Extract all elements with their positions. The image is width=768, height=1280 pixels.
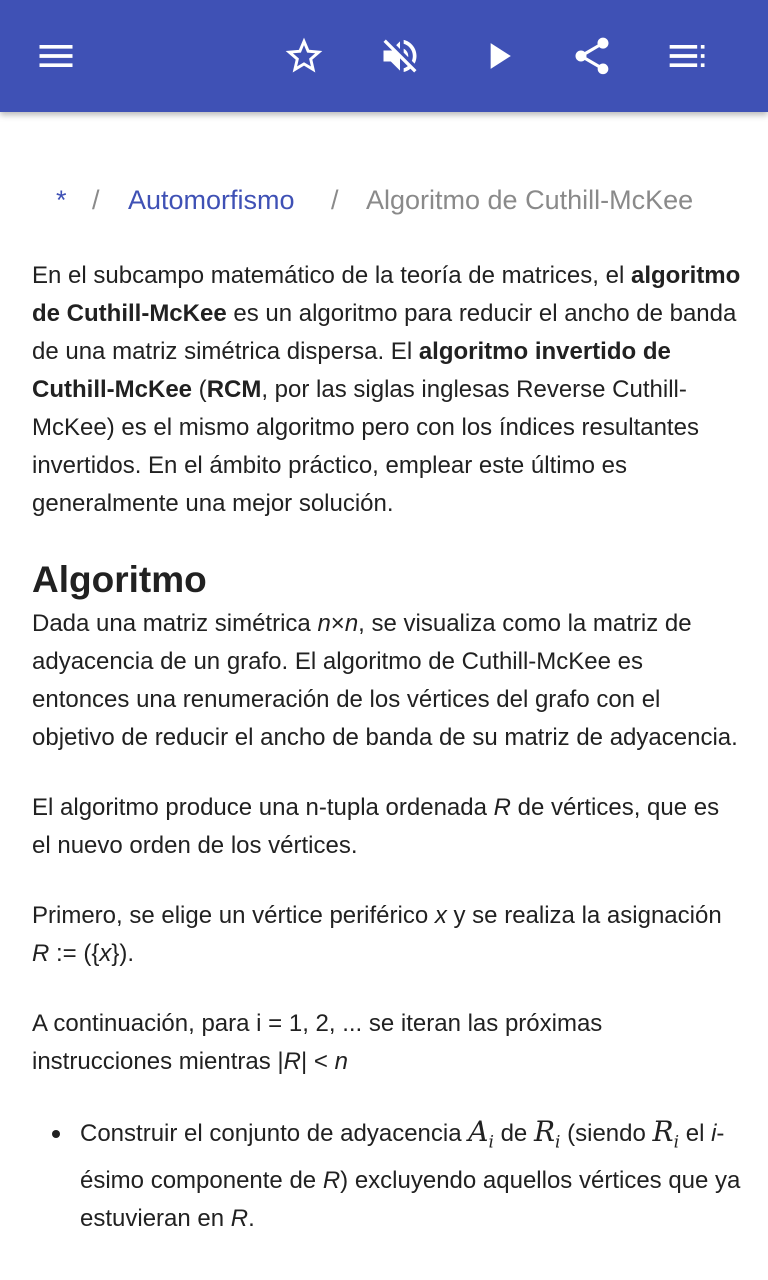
breadcrumb-current: Algoritmo de Cuthill-McKee <box>366 185 694 215</box>
play-button[interactable] <box>470 28 526 84</box>
section-heading: Algoritmo <box>32 559 207 600</box>
paragraph: El algoritmo produce una n-tupla ordenada R de vértices, que es el nuevo orden de los vértices. <box>32 794 720 859</box>
intro-paragraph: En el subcampo matemático de la teoría de matrices, el algoritmo de Cuthill-McKee es un algoritmo para reducir el ancho de banda de una matriz simétrica dispersa. El algoritmo invertido de Cuthill-McKee (RCM, por las siglas inglesas Reverse Cuthill-McKee) es el mismo algoritmo pero con los índices resultantes invertidos. En el ámbito práctico, emplear este último es generalmente una mejor solución. <box>32 262 741 517</box>
breadcrumb-separator: / <box>92 185 100 215</box>
paragraph: Primero, se elige un vértice periférico x y se realiza la asignación R := ({x}). <box>32 902 722 967</box>
article-body <box>32 257 742 1238</box>
play-icon <box>476 34 520 78</box>
breadcrumb-home-link[interactable]: * <box>56 185 67 215</box>
paragraph: Dada una matriz simétrica n×n, se visualiza como la matriz de adyacencia de un grafo. El algoritmo de Cuthill-McKee es entonces una renumeración de los vértices del grafo con el objetivo de reducir el ancho de banda de su matriz de adyacencia. <box>32 610 738 751</box>
paragraph: A continuación, para i = 1, 2, ... se iteran las próximas instrucciones mientras |R| < n <box>32 1010 603 1075</box>
contents-button[interactable] <box>660 28 716 84</box>
breadcrumb <box>56 180 768 220</box>
favorite-button[interactable] <box>276 28 332 84</box>
mute-button[interactable] <box>372 28 428 84</box>
menu-icon <box>34 34 78 78</box>
breadcrumb-parent-link[interactable]: Automorfismo <box>128 185 295 215</box>
volume-off-icon <box>378 34 422 78</box>
step-list <box>32 1113 742 1238</box>
article-content <box>0 112 768 1280</box>
playlist-icon <box>666 34 710 78</box>
menu-button[interactable] <box>28 28 84 84</box>
app-bar <box>0 0 768 112</box>
share-icon <box>570 34 614 78</box>
star-outline-icon <box>282 34 326 78</box>
breadcrumb-separator: / <box>331 185 339 215</box>
share-button[interactable] <box>564 28 620 84</box>
list-item: Construir el conjunto de adyacencia $A_i$ de $R_i$ (siendo $R_i$ el i-ésimo componente de R) excluyendo aquellos vértices que ya estuvieran en R. <box>80 1113 742 1238</box>
